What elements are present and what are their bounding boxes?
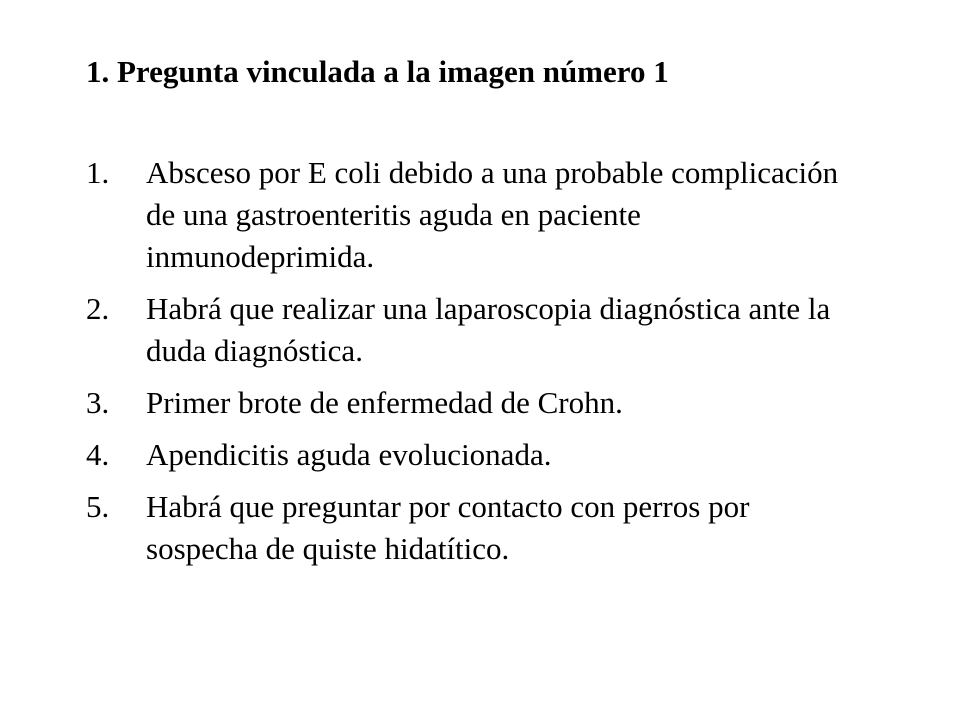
option-number: 1. [86, 155, 110, 190]
answer-option-2 [86, 288, 846, 372]
option-text: Habrá que preguntar por contacto con perros por sospecha de quiste hidatítico. [146, 489, 750, 566]
answer-option-4 [86, 434, 846, 476]
option-text: Habrá que realizar una laparoscopia diagnóstica ante la duda diagnóstica. [146, 291, 831, 368]
option-number: 2. [86, 291, 110, 326]
option-text: Primer brote de enfermedad de Crohn. [146, 385, 623, 420]
option-number: 3. [86, 385, 110, 420]
option-number: 4. [86, 437, 110, 472]
answer-option-1 [86, 152, 846, 278]
answer-options-list [86, 152, 846, 580]
answer-option-5 [86, 486, 846, 570]
option-text: Apendicitis aguda evolucionada. [146, 437, 552, 472]
answer-option-3 [86, 382, 846, 424]
option-number: 5. [86, 489, 110, 524]
question-title: 1. Pregunta vinculada a la imagen número 1 [86, 54, 669, 89]
option-text: Absceso por E coli debido a una probable complicación de una gastroenteritis aguda en paciente inmunodeprimida. [146, 155, 839, 274]
